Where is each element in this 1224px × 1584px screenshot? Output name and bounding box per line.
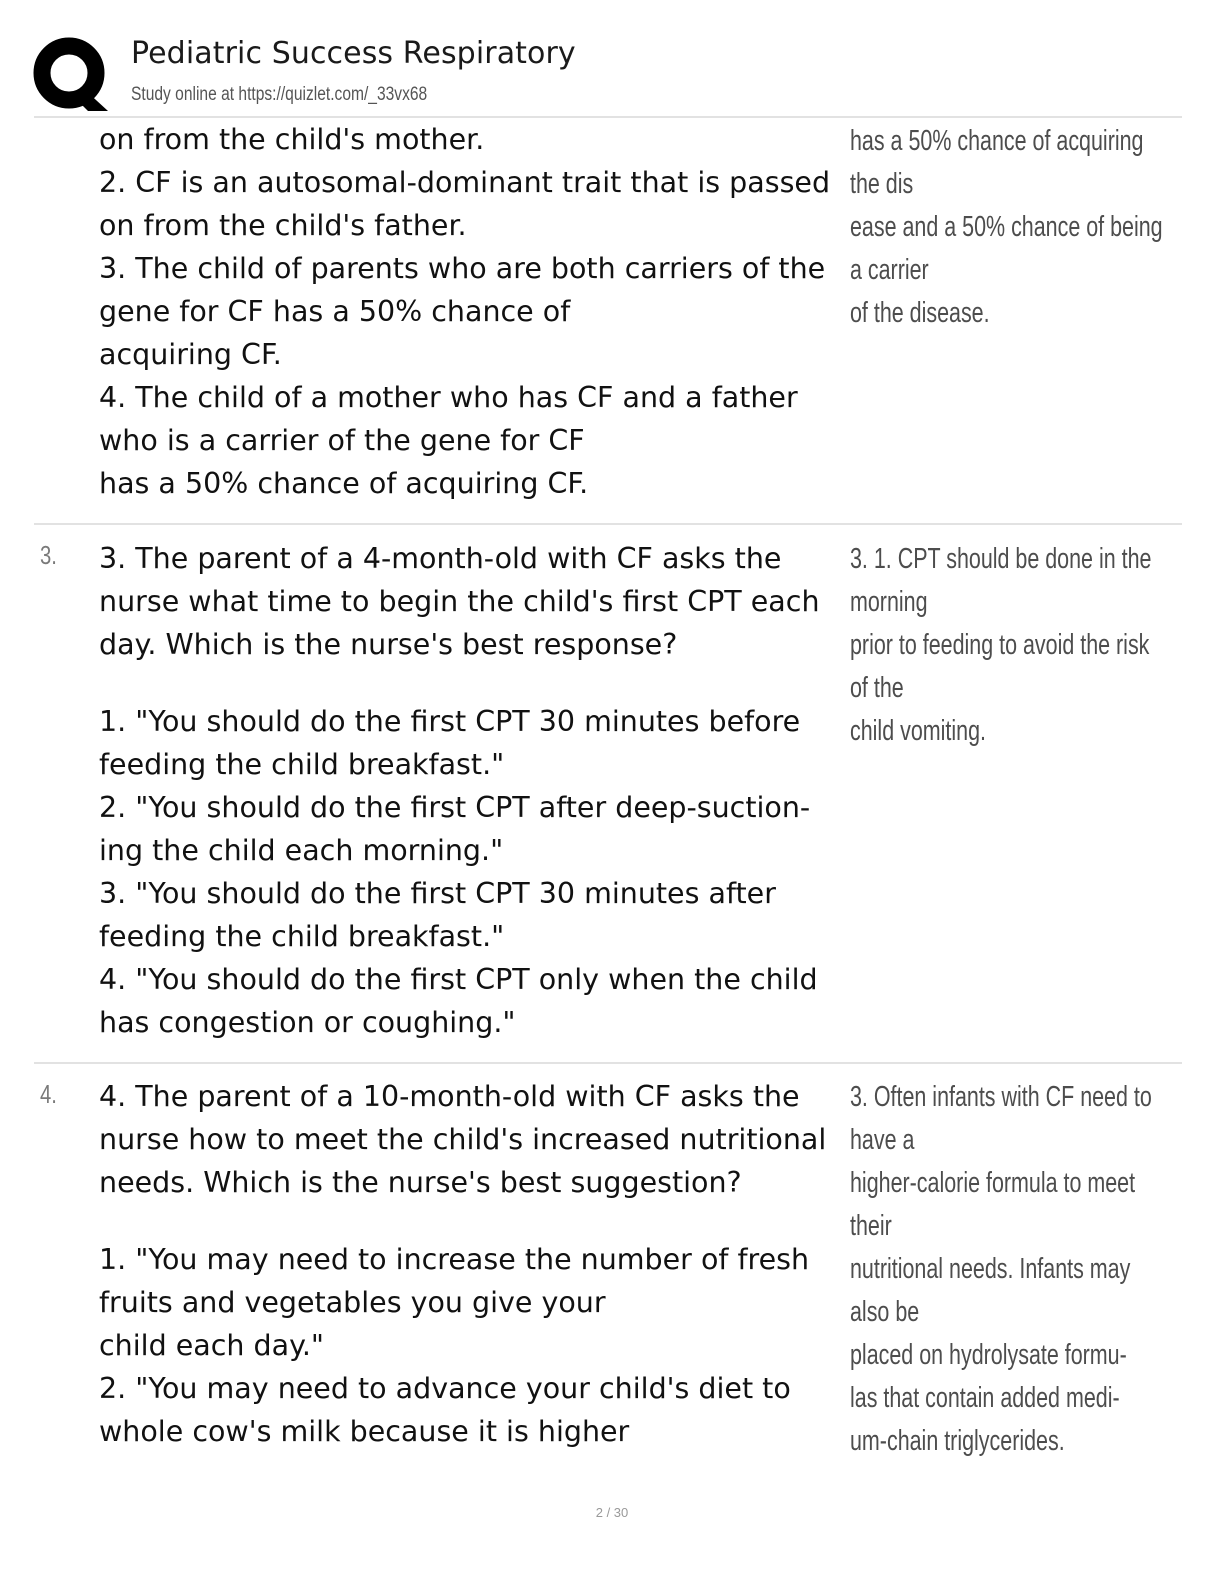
question-text-card-1	[99, 118, 844, 505]
answer-line: of the	[850, 672, 904, 704]
question-line: 1. "You should do the first CPT 30 minutes before	[99, 705, 801, 738]
answer-text-card-4	[850, 1076, 1190, 1463]
page-header	[0, 0, 1224, 118]
card-number: 4.	[40, 1079, 57, 1109]
question-line: feeding the child breakfast."	[99, 920, 505, 953]
answer-line: morning	[850, 586, 928, 618]
question-line: on from the child's father.	[99, 209, 467, 242]
answer-line: ease and a 50% chance of being	[850, 211, 1163, 243]
set-title: Pediatric Success Respiratory	[131, 36, 576, 71]
question-line: ing the child each morning."	[99, 834, 504, 867]
answer-line: nutritional needs. Infants may	[850, 1253, 1131, 1285]
blank-line	[99, 1204, 844, 1238]
question-line: has a 50% chance of acquiring CF.	[99, 467, 589, 500]
answer-line: 3. Often infants with CF need to	[850, 1081, 1152, 1113]
quizlet-logo-icon[interactable]	[32, 33, 112, 113]
question-line: whole cow's milk because it is higher	[99, 1415, 630, 1448]
question-line: day. Which is the nurse's best response?	[99, 628, 678, 661]
answer-line: the dis	[850, 168, 914, 200]
question-line: 3. "You should do the first CPT 30 minutes after	[99, 877, 776, 910]
question-line: 3. The parent of a 4-month-old with CF asks the	[99, 542, 782, 575]
question-line: needs. Which is the nurse's best suggestion?	[99, 1166, 742, 1199]
card-divider	[34, 523, 1182, 525]
question-line: 1. "You may need to increase the number of fresh	[99, 1243, 810, 1276]
question-text-card-3	[99, 537, 844, 1044]
answer-text-card-1	[850, 120, 1190, 335]
question-line: who is a carrier of the gene for CF	[99, 424, 585, 457]
blank-line	[99, 666, 844, 700]
card-number: 3.	[40, 540, 57, 570]
question-line: fruits and vegetables you give your	[99, 1286, 606, 1319]
question-line: feeding the child breakfast."	[99, 748, 505, 781]
question-text-card-4	[99, 1075, 844, 1453]
question-line: 4. "You should do the first CPT only when the child	[99, 963, 818, 996]
answer-line: prior to feeding to avoid the risk	[850, 629, 1150, 661]
question-line: acquiring CF.	[99, 338, 282, 371]
answer-line: child vomiting.	[850, 715, 986, 747]
question-line: 4. The parent of a 10-month-old with CF asks the	[99, 1080, 800, 1113]
answer-line: um-chain triglycerides.	[850, 1425, 1065, 1457]
question-line: 3. The child of parents who are both carriers of the	[99, 252, 826, 285]
answer-line: also be	[850, 1296, 920, 1328]
question-line: 2. "You should do the first CPT after deep-suction-	[99, 791, 811, 824]
answer-line: of the disease.	[850, 297, 990, 329]
answer-text-card-3	[850, 538, 1190, 753]
answer-line: placed on hydrolysate formu-	[850, 1339, 1127, 1371]
question-line: nurse how to meet the child's increased nutritional	[99, 1123, 827, 1156]
card-divider	[34, 1062, 1182, 1064]
answer-line: 3. 1. CPT should be done in the	[850, 543, 1152, 575]
question-line: 4. The child of a mother who has CF and a father	[99, 381, 798, 414]
question-line: 2. CF is an autosomal-dominant trait that is passed	[99, 166, 831, 199]
question-line: 2. "You may need to advance your child's diet to	[99, 1372, 791, 1405]
answer-line: has a 50% chance of acquiring	[850, 125, 1144, 157]
question-line: on from the child's mother.	[99, 123, 485, 156]
answer-line: have a	[850, 1124, 915, 1156]
answer-line: their	[850, 1210, 892, 1242]
answer-line: las that contain added medi-	[850, 1382, 1120, 1414]
question-line: nurse what time to begin the child's first CPT each	[99, 585, 820, 618]
question-line: child each day."	[99, 1329, 325, 1362]
answer-line: higher-calorie formula to meet	[850, 1167, 1136, 1199]
page-number: 2 / 30	[595, 1505, 629, 1520]
study-online-link[interactable]: Study online at https://quizlet.com/_33vx68	[131, 84, 428, 105]
question-line: gene for CF has a 50% chance of	[99, 295, 571, 328]
answer-line: a carrier	[850, 254, 929, 286]
question-line: has congestion or coughing."	[99, 1006, 516, 1039]
